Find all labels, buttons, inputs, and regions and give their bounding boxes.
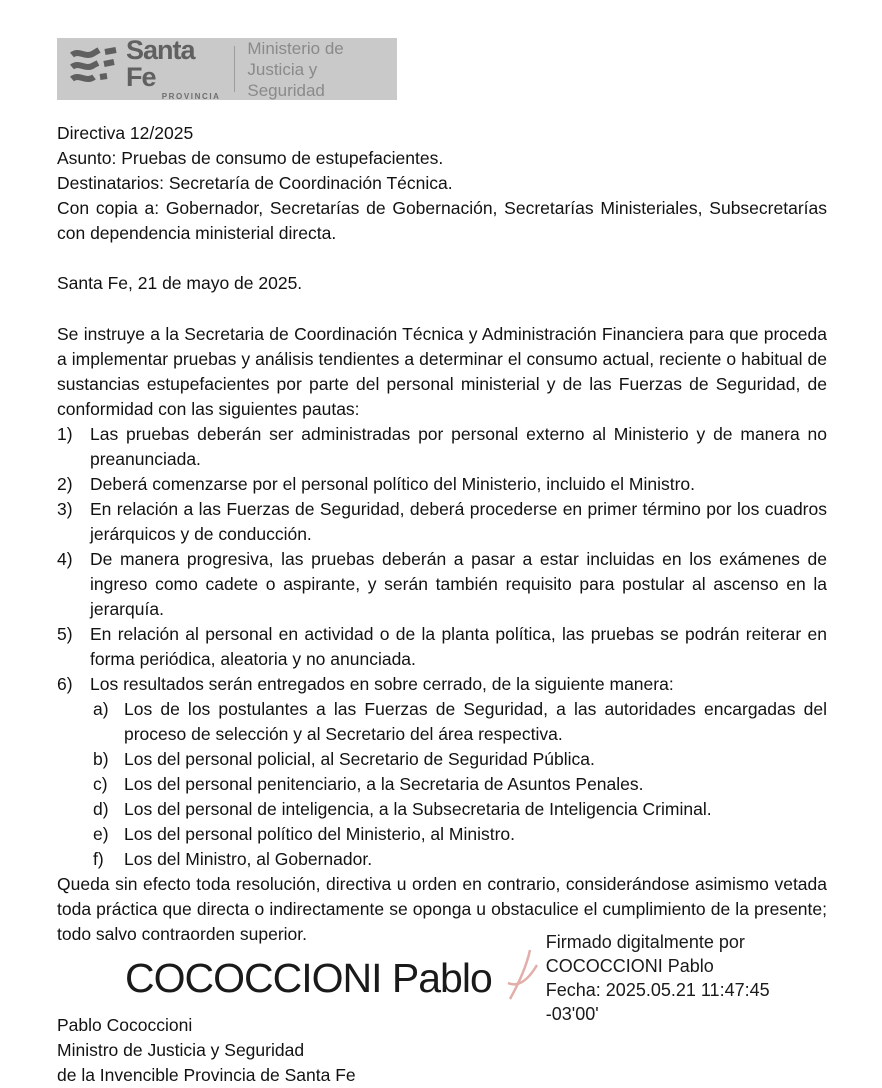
- sublist-item: [93, 697, 827, 747]
- sublist-item: [93, 847, 827, 872]
- sublist-item-text: Los del personal penitenciario, a la Secretaria de Asuntos Penales.: [124, 774, 644, 794]
- list-item-marker: 1): [57, 424, 73, 444]
- cc-line: Con copia a: Gobernador, Secretarías de Gobernación, Secretarías Ministeriales, Subsecretarías con dependencia ministerial directa.: [57, 198, 827, 243]
- adobe-signature-seal-icon: [506, 948, 540, 1009]
- list-item: [57, 622, 827, 672]
- logo-wordmark: [126, 37, 221, 101]
- list-item: [57, 472, 827, 497]
- signature-date: Fecha: 2025.05.21 11:47:45 -03'00': [545, 980, 770, 1024]
- sublist-item-marker: e): [93, 824, 109, 844]
- ministry-line2: Justicia y Seguridad: [247, 59, 325, 100]
- list-item: [57, 497, 827, 547]
- signer-name: Pablo Cococcioni: [57, 1015, 193, 1035]
- sublist-item: [93, 797, 827, 822]
- logo-name: Santa Fe: [126, 35, 195, 92]
- directive-number: Directiva 12/2025: [57, 123, 194, 143]
- list-item-text: En relación a las Fuerzas de Seguridad, deberá procederse en primer término por los cuadros jerárquicos y de conducción.: [90, 499, 827, 544]
- list-item-marker: 2): [57, 474, 73, 494]
- meta-block: [57, 121, 827, 246]
- date-line: Santa Fe, 21 de mayo de 2025.: [57, 273, 303, 293]
- signer-subtitle: de la Invencible Provincia de Santa Fe: [57, 1065, 356, 1085]
- sublist-item-marker: b): [93, 749, 109, 769]
- sublist-item-marker: a): [93, 699, 109, 719]
- list-item-marker: 6): [57, 674, 73, 694]
- document-body: [57, 121, 827, 1088]
- signature-signed-by: Firmado digitalmente por COCOCCIONI Pablo: [545, 932, 745, 976]
- sublist-item-text: Los de los postulantes a las Fuerzas de Seguridad, a las autoridades encargadas del proceso de selección y al Secretario del área respectiva.: [124, 699, 827, 744]
- list-item-marker: 4): [57, 549, 73, 569]
- santafe-flag-icon: [70, 47, 118, 94]
- list-item-marker: 3): [57, 499, 73, 519]
- sublist-item-marker: d): [93, 799, 109, 819]
- header-logo-box: [57, 35, 397, 101]
- sublist-item: [93, 747, 827, 772]
- list-item-text: Deberá comenzarse por el personal político del Ministerio, incluido el Ministro.: [90, 474, 696, 494]
- signer-title: Ministro de Justicia y Seguridad: [57, 1040, 305, 1060]
- sublist-item-marker: f): [93, 849, 104, 869]
- closing-paragraph: Queda sin efecto toda resolución, directiva u orden en contrario, considerándose asimismo vetada toda práctica que directa o indirectamente se oponga u obstaculice el cumplimiento de la presente; todo salvo contraorden superior.: [57, 874, 827, 944]
- logo-divider: [234, 46, 236, 92]
- sublist-item: [93, 772, 827, 797]
- list-item: [57, 672, 827, 697]
- sublist-item-text: Los del personal político del Ministerio, al Ministro.: [124, 824, 516, 844]
- list-item-text: En relación al personal en actividad o de la planta política, las pruebas se podrán reiterar en forma periódica, aleatoria y no anunciada.: [90, 624, 827, 669]
- list-item-text: Los resultados serán entregados en sobre cerrado, de la siguiente manera:: [90, 674, 674, 694]
- logo-province-label: PROVINCIA: [161, 92, 221, 101]
- sublist-item-text: Los del personal policial, al Secretario de Seguridad Pública.: [124, 749, 595, 769]
- signature-name-large: COCOCCIONI Pablo: [125, 954, 492, 1001]
- ministry-line1: Ministerio de: [247, 38, 344, 58]
- sublist-item: [93, 822, 827, 847]
- sublist-item-text: Los del Ministro, al Gobernador.: [124, 849, 373, 869]
- list-item: [57, 547, 827, 622]
- list-item-text: Las pruebas deberán ser administradas por personal externo al Ministerio y de manera no preanunciada.: [90, 424, 827, 469]
- list-item-text: De manera progresiva, las pruebas deberán a pasar a estar incluidas en los exámenes de ingreso como cadete o aspirante, y serán también requisito para postular al ascenso en la jerarquía.: [90, 549, 827, 619]
- sublist-item-marker: c): [93, 774, 108, 794]
- signature-details: [546, 930, 827, 1026]
- list-item: [57, 422, 827, 472]
- digital-signature-block: [57, 932, 827, 1024]
- ministry-name: [247, 38, 385, 101]
- recipients-line: Destinatarios: Secretaría de Coordinación Técnica.: [57, 173, 453, 193]
- directive-list: [57, 422, 827, 872]
- intro-paragraph: Se instruye a la Secretaria de Coordinación Técnica y Administración Financiera para que proceda a implementar pruebas y análisis tendientes a determinar el consumo actual, reciente o habitual de sustancias estupefacientes por parte del personal ministerial y de las Fuerzas de Seguridad, de conformidad con las siguientes pautas:: [57, 324, 827, 419]
- subject-line: Asunto: Pruebas de consumo de estupefacientes.: [57, 148, 444, 168]
- directive-sublist: [93, 697, 827, 872]
- list-item-marker: 5): [57, 624, 73, 644]
- sublist-item-text: Los del personal de inteligencia, a la Subsecretaria de Inteligencia Criminal.: [124, 799, 712, 819]
